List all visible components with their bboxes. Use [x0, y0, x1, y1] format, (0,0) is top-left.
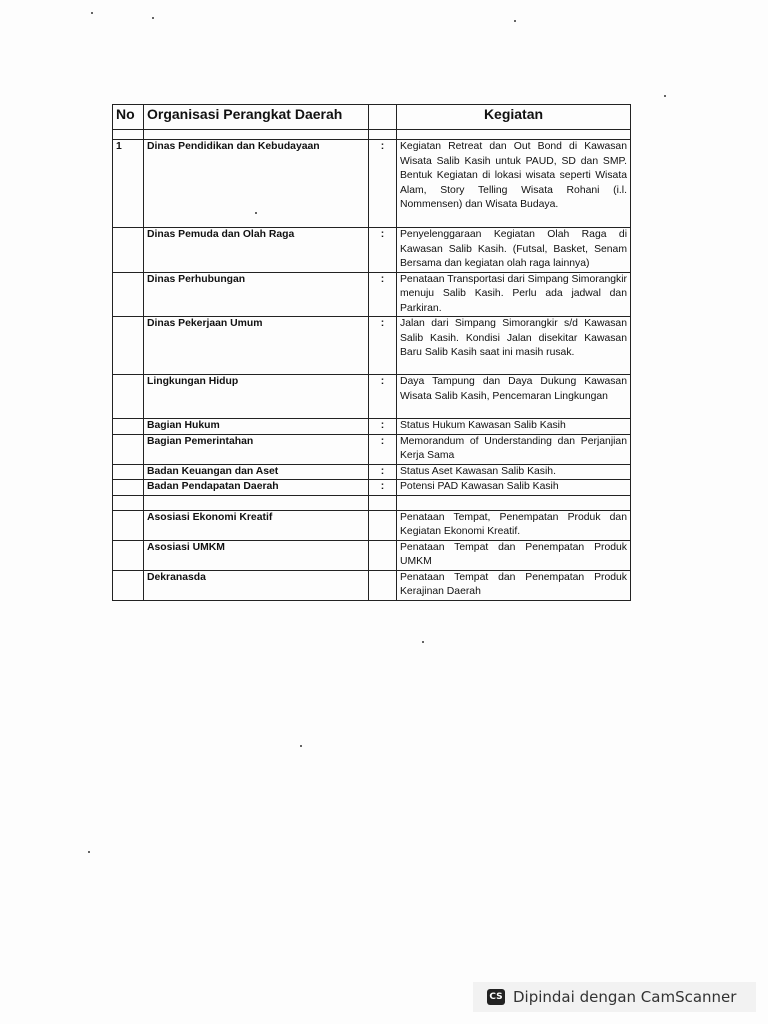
- activity-cell: Penataan Tempat dan Penempatan Produk UMKM: [397, 540, 631, 570]
- organization-cell: Asosiasi Ekonomi Kreatif: [144, 510, 369, 540]
- activity-cell: Status Hukum Kawasan Salib Kasih: [397, 419, 631, 435]
- organization-activity-table: [112, 104, 631, 601]
- scan-speck: [91, 12, 93, 14]
- separator-cell: :: [369, 419, 397, 435]
- activity-cell: Daya Tampung dan Daya Dukung Kawasan Wisata Salib Kasih, Pencemaran Lingkungan: [397, 375, 631, 419]
- row-number-cell: [113, 480, 144, 496]
- organization-cell: Bagian Pemerintahan: [144, 434, 369, 464]
- separator-cell: :: [369, 464, 397, 480]
- camscanner-label: Dipindai dengan CamScanner: [513, 988, 737, 1006]
- separator-cell: :: [369, 375, 397, 419]
- row-number-cell: [113, 419, 144, 435]
- header-activity: Kegiatan: [397, 105, 631, 130]
- table-row: [113, 495, 631, 510]
- table-row: [113, 140, 631, 228]
- table-row: [113, 272, 631, 317]
- row-number-cell: [113, 272, 144, 317]
- table-row: [113, 434, 631, 464]
- activity-cell: Penataan Tempat, Penempatan Produk dan Kegiatan Ekonomi Kreatif.: [397, 510, 631, 540]
- separator-cell: :: [369, 317, 397, 375]
- organization-cell: Bagian Hukum: [144, 419, 369, 435]
- camscanner-watermark: [473, 982, 756, 1012]
- organization-cell: Lingkungan Hidup: [144, 375, 369, 419]
- separator-cell: [369, 510, 397, 540]
- organization-cell: [144, 495, 369, 510]
- row-number-cell: [113, 375, 144, 419]
- organization-cell: Badan Pendapatan Daerah: [144, 480, 369, 496]
- activity-cell: Potensi PAD Kawasan Salib Kasih: [397, 480, 631, 496]
- table-row: [113, 419, 631, 435]
- header-organization: Organisasi Perangkat Daerah: [144, 105, 369, 130]
- row-number-cell: [113, 228, 144, 273]
- organization-cell: Dinas Perhubungan: [144, 272, 369, 317]
- separator-cell: [369, 495, 397, 510]
- separator-cell: :: [369, 140, 397, 228]
- scan-speck: [88, 851, 90, 853]
- activity-cell: [397, 495, 631, 510]
- scan-speck: [422, 641, 424, 643]
- separator-cell: [369, 570, 397, 600]
- row-number-cell: [113, 510, 144, 540]
- table-header-row: [113, 105, 631, 130]
- table-row: [113, 570, 631, 600]
- organization-cell: Dinas Pekerjaan Umum: [144, 317, 369, 375]
- activity-cell: Status Aset Kawasan Salib Kasih.: [397, 464, 631, 480]
- organization-cell: Asosiasi UMKM: [144, 540, 369, 570]
- header-no: No: [113, 105, 144, 130]
- activity-cell: Kegiatan Retreat dan Out Bond di Kawasan Wisata Salib Kasih untuk PAUD, SD dan SMP. Bentuk Kegiatan di lokasi wisata seperti Wisata Alam, Story Telling Wisata Rohani (i.l. Nommensen) dan Wisata Budaya.: [397, 140, 631, 228]
- organization-cell: Badan Keuangan dan Aset: [144, 464, 369, 480]
- activity-cell: Penyelenggaraan Kegiatan Olah Raga di Kawasan Salib Kasih. (Futsal, Basket, Senam Bersama dan kegiatan olah raga lainnya): [397, 228, 631, 273]
- row-number-cell: [113, 464, 144, 480]
- table-row: [113, 540, 631, 570]
- table-row: [113, 510, 631, 540]
- activity-cell: Jalan dari Simpang Simorangkir s/d Kawasan Salib Kasih. Kondisi Jalan disekitar Kawasan Baru Salib Kasih saat ini masih rusak.: [397, 317, 631, 375]
- scan-speck: [664, 95, 666, 97]
- table-row: [113, 464, 631, 480]
- table-row: [113, 228, 631, 273]
- table-row: [113, 375, 631, 419]
- row-number-cell: [113, 317, 144, 375]
- table-body: [113, 140, 631, 601]
- camscanner-icon: CS: [487, 989, 505, 1005]
- row-number-cell: [113, 570, 144, 600]
- organization-cell: Dinas Pendidikan dan Kebudayaan: [144, 140, 369, 228]
- scan-speck: [514, 20, 516, 22]
- organization-cell: Dekranasda: [144, 570, 369, 600]
- row-number-cell: [113, 495, 144, 510]
- activity-cell: Penataan Transportasi dari Simpang Simorangkir menuju Salib Kasih. Perlu ada jadwal dan Parkiran.: [397, 272, 631, 317]
- table-row: [113, 317, 631, 375]
- table-row: [113, 480, 631, 496]
- row-number-cell: 1: [113, 140, 144, 228]
- organization-cell: Dinas Pemuda dan Olah Raga: [144, 228, 369, 273]
- header-gap-row: [113, 130, 631, 140]
- scan-speck: [152, 17, 154, 19]
- scan-speck: [300, 745, 302, 747]
- activity-cell: Memorandum of Understanding dan Perjanjian Kerja Sama: [397, 434, 631, 464]
- row-number-cell: [113, 540, 144, 570]
- row-number-cell: [113, 434, 144, 464]
- separator-cell: :: [369, 480, 397, 496]
- separator-cell: :: [369, 228, 397, 273]
- separator-cell: :: [369, 434, 397, 464]
- separator-cell: [369, 540, 397, 570]
- separator-cell: :: [369, 272, 397, 317]
- header-separator: [369, 105, 397, 130]
- activity-cell: Penataan Tempat dan Penempatan Produk Kerajinan Daerah: [397, 570, 631, 600]
